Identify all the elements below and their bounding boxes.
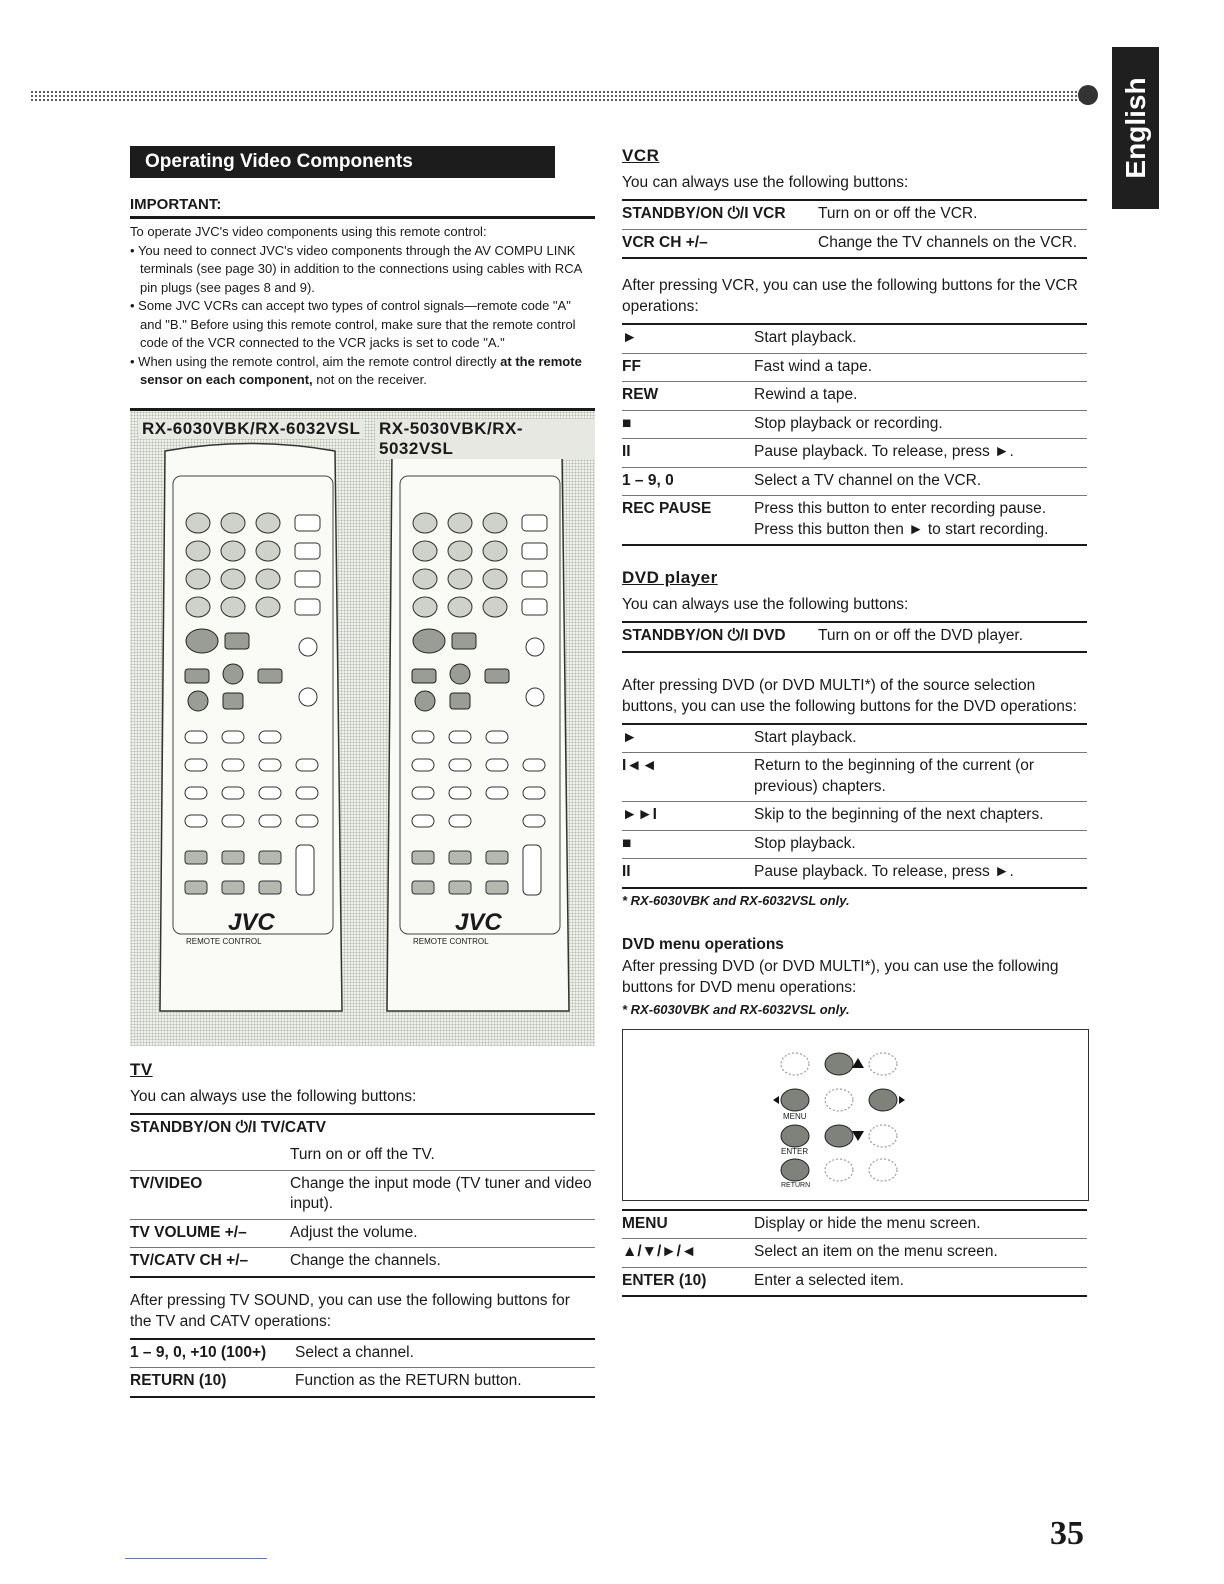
rule-end-dot bbox=[1078, 85, 1098, 105]
tv-key: RETURN (10) bbox=[130, 1368, 295, 1397]
remote-drawing bbox=[130, 411, 595, 1046]
dvd-keypad-drawing bbox=[623, 1030, 1088, 1200]
keypad-label: MENU bbox=[783, 1111, 807, 1121]
section-banner: Operating Video Components bbox=[130, 146, 555, 178]
table-row bbox=[130, 1248, 595, 1277]
tv-after-table bbox=[130, 1338, 595, 1398]
important-notes bbox=[130, 223, 595, 390]
vcr-key: VCR CH +/– bbox=[622, 229, 818, 258]
dvd-menu-text: After pressing DVD (or DVD MULTI*), you can use the following buttons for DVD menu operations: bbox=[622, 957, 1059, 996]
vcr-after-text: After pressing VCR, you can use the following buttons for the VCR operations: bbox=[622, 277, 1078, 315]
keypad-label: ENTER bbox=[781, 1146, 809, 1156]
table-row bbox=[622, 410, 1087, 439]
dotted-rule bbox=[30, 90, 1082, 102]
table-row bbox=[622, 802, 1087, 831]
table-row bbox=[622, 496, 1087, 546]
language-tab-label: English bbox=[1119, 77, 1151, 179]
table-row bbox=[130, 1142, 595, 1170]
table-row bbox=[130, 1170, 595, 1219]
dvd-always-table bbox=[622, 621, 1087, 653]
vcr-value: Press this button to enter recording pause. Press this button then ► to start recording. bbox=[754, 496, 1087, 546]
table-row bbox=[622, 439, 1087, 468]
tv-section bbox=[130, 1060, 595, 1398]
vcr-value: Fast wind a tape. bbox=[754, 353, 1087, 382]
tv-key: 1 – 9, 0, +10 (100+) bbox=[130, 1343, 267, 1361]
keypad-label: RETURN bbox=[781, 1181, 811, 1189]
dvd-key: II bbox=[622, 859, 754, 888]
vcr-key: REC PAUSE bbox=[622, 496, 754, 546]
vcr-key: ■ bbox=[622, 410, 754, 439]
tv-key: TV/VIDEO bbox=[130, 1170, 262, 1219]
table-row bbox=[622, 353, 1087, 382]
dvd-footnote: * RX-6030VBK and RX-6032VSL only. bbox=[622, 892, 850, 908]
tv-after-text: After pressing TV SOUND, you can use the following buttons for the TV and CATV operations: bbox=[130, 1291, 570, 1330]
tv-always-text: You can always use the following buttons: bbox=[130, 1087, 417, 1105]
vcr-heading: VCR bbox=[622, 146, 660, 165]
important-bullet: • Some JVC VCRs can accept two types of control signals—remote code "A" and "B." Before using this remote control, make sure that the remote control code of the VCR connected to the VCR jacks is set to code "A." bbox=[130, 297, 595, 353]
dvd-after-text: After pressing DVD (or DVD MULTI*) of the source selection buttons, you can use the following buttons for the DVD operations: bbox=[622, 676, 1077, 715]
vcr-always-table bbox=[622, 199, 1087, 259]
tv-value: Function as the RETURN button. bbox=[295, 1368, 595, 1397]
tv-key: TV VOLUME +/– bbox=[130, 1219, 262, 1248]
remote-brand-left: JVC bbox=[228, 908, 275, 936]
dvd-menu-footnote: * RX-6030VBK and RX-6032VSL only. bbox=[622, 1001, 850, 1017]
table-row bbox=[130, 1339, 595, 1368]
tv-key: STANDBY/ON ⏻/I TV/CATV bbox=[130, 1118, 326, 1136]
table-row bbox=[130, 1219, 595, 1248]
table-row bbox=[622, 1239, 1087, 1268]
footer-rule bbox=[125, 1558, 267, 1559]
dvd-value: Skip to the beginning of the next chapters. bbox=[754, 802, 1087, 831]
remote-illustration bbox=[130, 408, 595, 1046]
dvd-after-table bbox=[622, 723, 1087, 889]
dvd-value: Pause playback. To release, press ►. bbox=[754, 859, 1087, 888]
vcr-value: Stop playback or recording. bbox=[754, 410, 1087, 439]
table-row bbox=[130, 1114, 595, 1143]
important-bullet: • You need to connect JVC's video components through the AV COMPU LINK terminals (see page 30) in addition to the connections using cables with RCA pin plugs (see pages 8 and 9). bbox=[130, 242, 595, 298]
table-row bbox=[622, 229, 1087, 258]
tv-value: Select a channel. bbox=[295, 1343, 414, 1361]
dvd-menu-key: ENTER (10) bbox=[622, 1267, 754, 1296]
vcr-key: FF bbox=[622, 353, 754, 382]
dvd-key: ►►I bbox=[622, 802, 754, 831]
dvd-heading: DVD player bbox=[622, 568, 718, 587]
dvd-key: I◄◄ bbox=[622, 753, 754, 802]
dvd-menu-value: Select an item on the menu screen. bbox=[754, 1239, 1087, 1268]
vcr-value: Change the TV channels on the VCR. bbox=[818, 229, 1087, 258]
important-heading: IMPORTANT: bbox=[130, 196, 595, 219]
dvd-menu-table bbox=[622, 1209, 1087, 1298]
vcr-value: Select a TV channel on the VCR. bbox=[754, 467, 1087, 496]
table-row bbox=[622, 753, 1087, 802]
language-tab bbox=[1112, 47, 1159, 209]
vcr-always-text: You can always use the following buttons: bbox=[622, 174, 909, 191]
table-row bbox=[130, 1368, 595, 1397]
table-row bbox=[622, 724, 1087, 753]
table-row bbox=[622, 467, 1087, 496]
table-row bbox=[622, 382, 1087, 411]
tv-value: Change the input mode (TV tuner and video input). bbox=[262, 1170, 595, 1219]
dvd-value: Start playback. bbox=[754, 728, 857, 746]
vcr-key: II bbox=[622, 439, 754, 468]
left-column bbox=[130, 146, 595, 1398]
vcr-key: STANDBY/ON ⏻/I VCR bbox=[622, 205, 786, 222]
tv-always-table bbox=[130, 1113, 595, 1278]
remote-caption-left: REMOTE CONTROL bbox=[186, 936, 262, 946]
dvd-menu-value: Display or hide the menu screen. bbox=[754, 1214, 981, 1232]
table-row bbox=[622, 859, 1087, 888]
vcr-value: Rewind a tape. bbox=[754, 382, 1087, 411]
dvd-value: Stop playback. bbox=[754, 830, 1087, 859]
vcr-value: Pause playback. To release, press ►. bbox=[754, 439, 1087, 468]
dvd-menu-value: Enter a selected item. bbox=[754, 1267, 1087, 1296]
vcr-key: ► bbox=[622, 329, 638, 346]
vcr-after-table bbox=[622, 323, 1087, 546]
vcr-section bbox=[622, 146, 1087, 546]
important-bullet: • When using the remote control, aim the remote control directly at the remote sensor on each component, not on the receiver. bbox=[130, 353, 595, 390]
table-row bbox=[622, 830, 1087, 859]
dvd-key: STANDBY/ON ⏻/I DVD bbox=[622, 627, 786, 644]
dvd-key: ► bbox=[622, 728, 638, 746]
table-row bbox=[622, 324, 1087, 353]
important-intro: To operate JVC's video components using this remote control: bbox=[130, 224, 487, 239]
page-number: 35 bbox=[1050, 1515, 1084, 1552]
table-row bbox=[622, 1210, 1087, 1239]
table-row bbox=[622, 200, 1087, 229]
tv-value: Turn on or off the TV. bbox=[290, 1146, 435, 1163]
tv-value: Adjust the volume. bbox=[262, 1219, 595, 1248]
vcr-key: 1 – 9, 0 bbox=[622, 467, 754, 496]
remote-title-right: RX-5030VBK/RX-5032VSL bbox=[375, 419, 595, 459]
tv-heading: TV bbox=[130, 1059, 153, 1079]
remote-caption-right: REMOTE CONTROL bbox=[413, 936, 489, 946]
dvd-section bbox=[622, 568, 1087, 908]
vcr-value: Start playback. bbox=[754, 329, 857, 346]
vcr-value: Turn on or off the VCR. bbox=[818, 205, 978, 222]
vcr-key: REW bbox=[622, 382, 754, 411]
dvd-menu-section bbox=[622, 936, 1087, 1298]
dvd-menu-key: MENU bbox=[622, 1214, 668, 1232]
dvd-always-text: You can always use the following buttons: bbox=[622, 596, 909, 613]
dvd-menu-key: ▲/▼/►/◄ bbox=[622, 1239, 754, 1268]
table-row bbox=[622, 1267, 1087, 1296]
dvd-menu-heading: DVD menu operations bbox=[622, 935, 784, 953]
table-row bbox=[622, 622, 1087, 652]
right-column bbox=[622, 146, 1087, 1297]
dvd-value: Return to the beginning of the current (or previous) chapters. bbox=[754, 753, 1087, 802]
dvd-value: Turn on or off the DVD player. bbox=[818, 627, 1024, 644]
tv-value: Change the channels. bbox=[262, 1248, 595, 1277]
dvd-menu-keypad-illustration bbox=[622, 1029, 1089, 1201]
dvd-key: ■ bbox=[622, 830, 754, 859]
tv-key: TV/CATV CH +/– bbox=[130, 1248, 262, 1277]
remote-title-left: RX-6030VBK/RX-6032VSL bbox=[138, 419, 364, 439]
remote-brand-right: JVC bbox=[455, 908, 502, 936]
